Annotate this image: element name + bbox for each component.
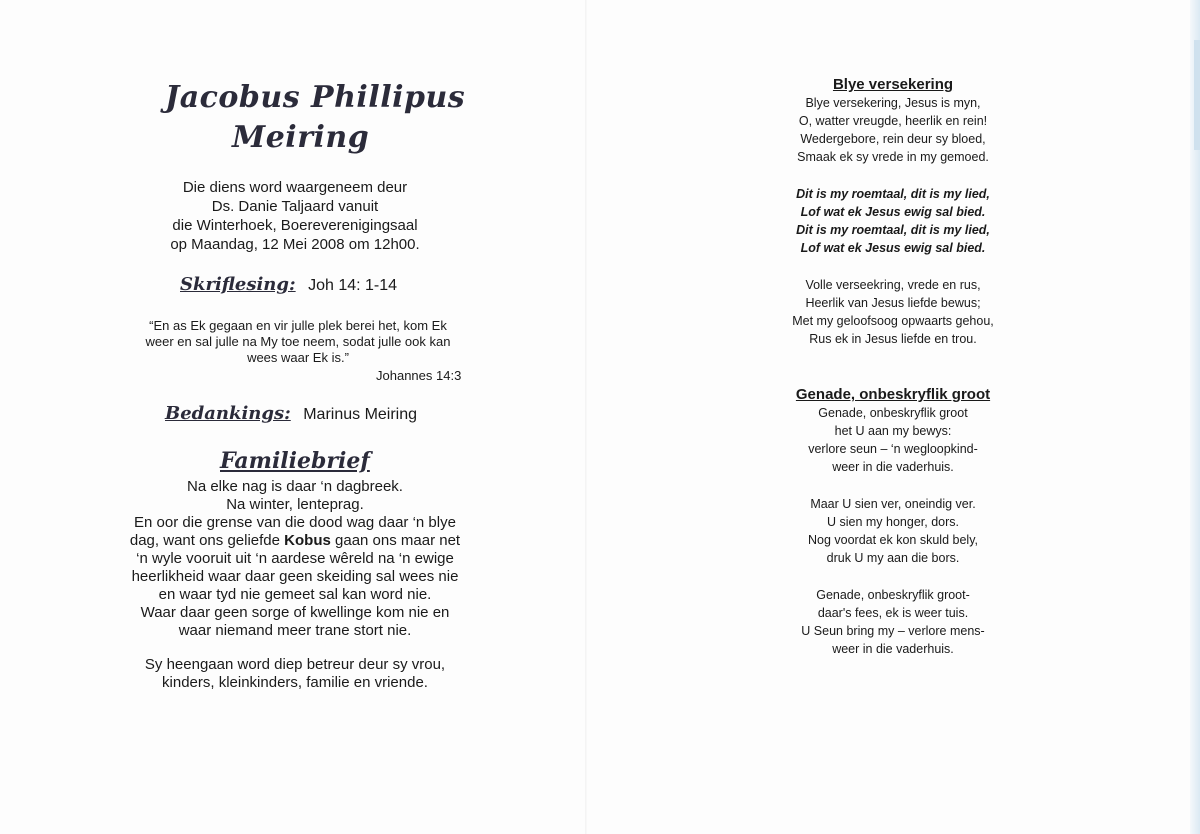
- hymn-line: weer in die vaderhuis.: [832, 460, 954, 474]
- letter-line: ‘n wyle vooruit uit ‘n aardese wêreld na ‘n ewige: [136, 550, 454, 567]
- scripture-label: Skriflesing:: [180, 274, 296, 295]
- page-fold: [585, 0, 587, 834]
- hymn-line: O, watter vreugde, heerlik en rein!: [798, 114, 988, 128]
- hymn-verse: [748, 586, 1038, 658]
- hymn-line: U Seun bring my – verlore mens-: [801, 624, 985, 638]
- hymn-line: Met my geloofsoog opwaarts gehou,: [792, 314, 994, 328]
- acknowledgements-label: Bedankings:: [165, 403, 291, 424]
- letter-line: en waar tyd nie gemeet sal kan word nie.: [158, 586, 432, 603]
- deceased-name-last: Meiring: [232, 120, 370, 155]
- hymn-verse: [748, 94, 1038, 166]
- hymn-line: Dit is my roemtaal, dit is my lied,: [796, 223, 990, 237]
- paper-edge-mark: [1194, 40, 1200, 150]
- scripture-reading: [180, 274, 397, 295]
- family-letter-title: Familiebrief: [220, 448, 370, 474]
- hymn-line: het U aan my bewys:: [834, 424, 952, 438]
- hymn-title: Genade, onbeskryflik groot: [795, 386, 991, 403]
- hymn-title: Blye versekering: [832, 76, 954, 93]
- hymn-line: U sien my honger, dors.: [826, 515, 959, 529]
- deceased-name-first: Jacobus Phillipus: [165, 80, 466, 115]
- letter-line: Waar daar geen sorge of kwellinge kom nie en: [140, 604, 450, 621]
- letter-line: dag, want ons geliefde: [129, 532, 280, 549]
- hymn-line: daar's fees, ek is weer tuis.: [817, 606, 969, 620]
- service-line: Ds. Danie Taljaard vanuit: [211, 198, 379, 215]
- hymn-line: Genade, onbeskryflik groot-: [816, 588, 970, 602]
- scripture-value: Joh 14: 1-14: [308, 277, 398, 294]
- service-line: die Winterhoek, Boereverenigingsaal: [172, 217, 418, 234]
- hymn-line: Smaak ek sy vrede in my gemoed.: [797, 150, 989, 164]
- letter-line: Na elke nag is daar ‘n dagbreek.: [187, 478, 403, 495]
- letter-line: Sy heengaan word diep betreur deur sy vrou,: [144, 656, 446, 673]
- family-letter-paragraph: [108, 656, 482, 692]
- family-letter: [108, 478, 482, 708]
- family-letter-paragraph: [108, 478, 482, 640]
- hymn-line: weer in die vaderhuis.: [832, 642, 954, 656]
- letter-line: heerlikheid waar daar geen skeiding sal wees nie: [131, 568, 459, 585]
- hymn-line: Genade, onbeskryflik groot: [818, 406, 968, 420]
- letter-line: En oor die grense van die dood wag daar ‘n blye: [134, 514, 456, 531]
- hymn-line: Lof wat ek Jesus ewig sal bied.: [800, 205, 986, 219]
- service-line: Die diens word waargeneem deur: [182, 179, 408, 196]
- hymn-line: Lof wat ek Jesus ewig sal bied.: [800, 241, 986, 255]
- hymn-line: Heerlik van Jesus liefde bewus;: [805, 296, 981, 310]
- letter-line: gaan ons maar net: [330, 532, 461, 549]
- hymn-line: verlore seun – ‘n wegloopkind-: [808, 442, 978, 456]
- hymn-line: Rus ek in Jesus liefde en trou.: [809, 332, 977, 346]
- hymn-line: Nog voordat ek kon skuld bely,: [807, 533, 978, 547]
- quote-reference: Johannes 14:3: [376, 368, 462, 383]
- hymn-line: druk U my aan die bors.: [826, 551, 960, 565]
- bible-quote: [118, 318, 478, 366]
- quote-line: wees waar Ek is.”: [247, 350, 349, 365]
- hymn-verse: [748, 495, 1038, 567]
- hymn-blye-versekering: [748, 76, 1038, 367]
- hymn-verse: [748, 276, 1038, 348]
- hymn-line: Blye versekering, Jesus is myn,: [805, 96, 981, 110]
- service-line: op Maandag, 12 Mei 2008 om 12h00.: [170, 236, 420, 253]
- hymn-line: Volle verseekring, vrede en rus,: [805, 278, 981, 292]
- hymn-line: Dit is my roemtaal, dit is my lied,: [796, 187, 990, 201]
- quote-line: weer en sal julle na My toe neem, sodat julle ook kan: [145, 334, 451, 349]
- quote-line: “En as Ek gegaan en vir julle plek berei het, kom Ek: [149, 318, 447, 333]
- hymn-genade: [748, 386, 1038, 677]
- letter-line: Na winter, lenteprag.: [226, 496, 364, 513]
- hymn-verse: [748, 404, 1038, 476]
- hymn-chorus: [748, 185, 1038, 257]
- service-details: [145, 178, 445, 254]
- acknowledgements: [165, 403, 417, 424]
- hymn-line: Maar U sien ver, oneindig ver.: [810, 497, 976, 511]
- hymn-line: Wedergebore, rein deur sy bloed,: [800, 132, 986, 146]
- letter-line: waar niemand meer trane stort nie.: [178, 622, 412, 639]
- letter-line: kinders, kleinkinders, familie en vriende.: [162, 674, 428, 691]
- letter-name-bold: Kobus: [284, 532, 331, 549]
- acknowledgements-value: Marinus Meiring: [303, 406, 418, 423]
